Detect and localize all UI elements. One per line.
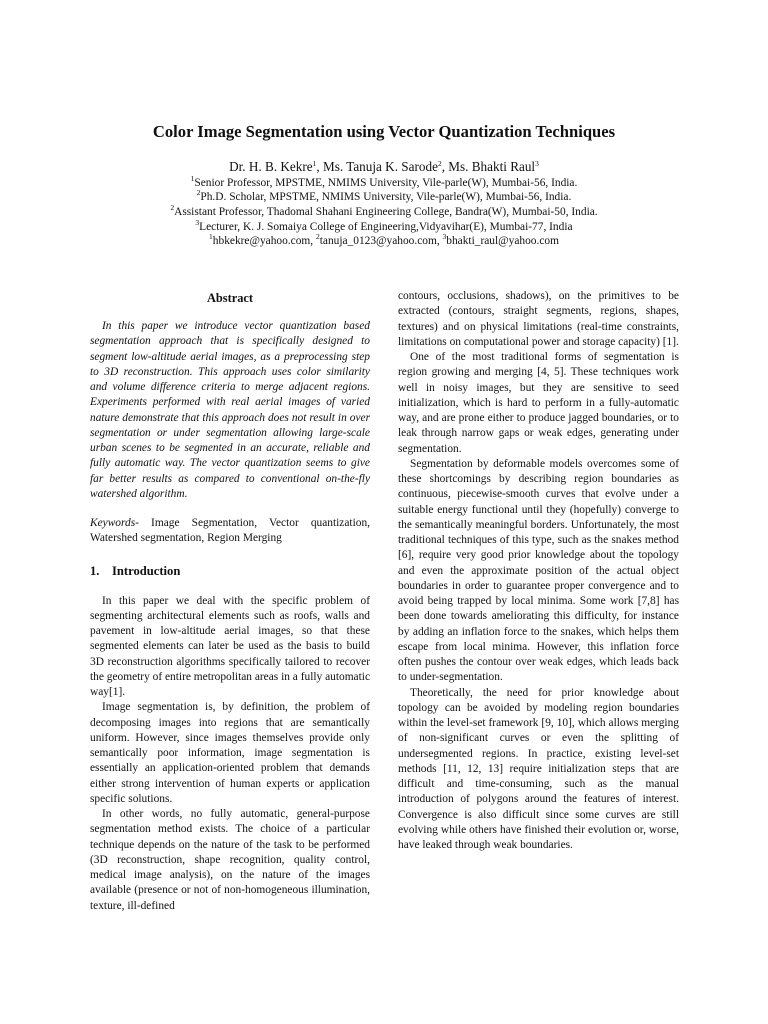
author-sup: 3 bbox=[535, 159, 539, 168]
paragraph: In other words, no fully automatic, general-purpose segmentation method exists. The choice of a particular technique depends on the nature of the task to be performed (3D reconstruction, shape recognition, quality control, medical image analysis), on the nature of the images available (presence or not of non-homogeneous illumination, texture, ill-defined bbox=[90, 808, 370, 912]
affiliation-line: $^2$Assistant Professor, Thadomal Shahani Engineering College, Bandra(W), Mumbai-50, India. bbox=[170, 203, 598, 218]
email-link[interactable]: hbkekre@yahoo.com bbox=[212, 235, 311, 247]
affiliation-line: $^1$Senior Professor, MPSTME, NMIMS University, Vile-parle(W), Mumbai-56, India. bbox=[190, 174, 578, 189]
paragraph: In this paper we deal with the specific problem of segmenting architectural elements such as roofs, walls and pavement in low-altitude aerial images, so that these segmented elements can later be used as the basis to build 3D reconstruction algorithms specifically tailored to recover the geometry of entire metropolitan areas in a fully automatic way[1]. bbox=[90, 594, 370, 698]
email-line: $^1$hbkekre@yahoo.com, $^2$tanuja_0123@yahoo.com, $^3$bhakti_raul@yahoo.com bbox=[209, 232, 559, 247]
paper-title: Color Image Segmentation using Vector Quantization Techniques bbox=[152, 122, 616, 141]
keywords bbox=[90, 516, 370, 547]
abstract-text: In this paper we introduce vector quantization based segmentation approach that is specifically designed to segment low-altitude aerial images, as a preprocessing step to 3D reconstruction. This approach uses color similarity and volume difference criteria to merge adjacent regions. Experiments performed with real aerial images of varied nature demonstrate that this approach does not result in over segmentation or under segmentation allowing large-scale urban scenes to be segmented in an accurate, reliable and fully automatic way. The vector quantization seems to give far better results as compared to conventional on-the-fly watershed algorithm. bbox=[90, 320, 370, 500]
author-sup: 2 bbox=[437, 159, 442, 168]
section-heading-introduction bbox=[90, 563, 370, 579]
left-column bbox=[90, 290, 370, 914]
paragraph: Theoretically, the need for prior knowledge about topology can be avoided by modeling region boundaries within the level-set framework [9, 10], which allows merging of non-significant curves or even the splitting of undersegmented regions. In practice, existing level-set methods [11, 12, 13] require initialization steps that are difficult and time-consuming, such as the manual introduction of polygons around the features of interest. Convergence is also difficult since some curves are still evolving while others have finished their evolution or, worse, have leaked through weak boundaries. bbox=[398, 686, 679, 851]
paragraph-continued: contours, occlusions, shadows), on the primitives to be extracted (contours, straight segments, regions, shapes, textures) and on physical limitations (real-time constraints, limitations on computational power and storage capacity) [1]. bbox=[398, 290, 679, 348]
section-number: 1. bbox=[90, 563, 100, 578]
email-link[interactable]: tanuja_0123@yahoo.com bbox=[319, 235, 437, 247]
keywords-text: Image Segmentation, Vector quantization, Watershed segmentation, Region Merging bbox=[90, 517, 370, 545]
author-name: Dr. H. B. Kekre bbox=[229, 159, 313, 174]
affiliation-line: $^2$Ph.D. Scholar, MPSTME, NMIMS University, Vile-parle(W), Mumbai-56, India. bbox=[196, 188, 572, 203]
section-title: Introduction bbox=[112, 563, 181, 578]
right-column bbox=[398, 289, 679, 853]
email-link[interactable]: bhakti_raul@yahoo.com bbox=[446, 235, 559, 247]
paragraph: Segmentation by deformable models overcomes some of these shortcomings by describing region boundaries as continuous, piecewise-smooth curves that evolve under a suitable energy functional until they (hopefully) converge to the semantically meaningful borders. Unfortunately, the most traditional techniques of this type, such as the snakes method [6], require very good prior knowledge about the topology and even the approximate position of the actual object boundaries in order to guarantee proper convergence and to avoid being trapped by local minima. Some work [7,8] has been done towards ameliorating this difficulty, for instance by adding an inflation force to the snakes, which helps them escape from local minima. However, this inflation force often pushes the contour over weak edges, which leads back to under-segmentation. bbox=[398, 457, 679, 684]
author-sup: 1 bbox=[312, 159, 317, 168]
affiliation-line: $^3$Lecturer, K. J. Somaiya College of Engineering,Vidyavihar(E), Mumbai-77, India bbox=[195, 218, 573, 233]
abstract-heading: Abstract bbox=[206, 291, 254, 305]
author-name: Ms. Tanuja K. Sarode bbox=[322, 159, 438, 174]
keywords-label: Keywords- bbox=[90, 517, 139, 529]
author-line: Dr. H. B. Kekre$^1$, Ms. Tanuja K. Sarode$^2$, Ms. Bhakti Raul$^3$ bbox=[229, 159, 539, 174]
paragraph: One of the most traditional forms of segmentation is region growing and merging [4, 5]. These techniques work well in noisy images, but they are sensitive to seed initialization, which is hard to perform in a fully-automatic way, and are prone either to produce jagged boundaries, or to leak through narrow gaps or weak edges, generating under segmentation. bbox=[398, 351, 679, 455]
paragraph: Image segmentation is, by definition, the problem of decomposing images into regions that are semantically uniform. However, since images themselves provide only semantically poor information, image segmentation is essentially an application-oriented problem that demands either strong intervention of human experts or application specific solutions. bbox=[90, 701, 370, 805]
author-name: Ms. Bhakti Raul bbox=[448, 159, 536, 174]
